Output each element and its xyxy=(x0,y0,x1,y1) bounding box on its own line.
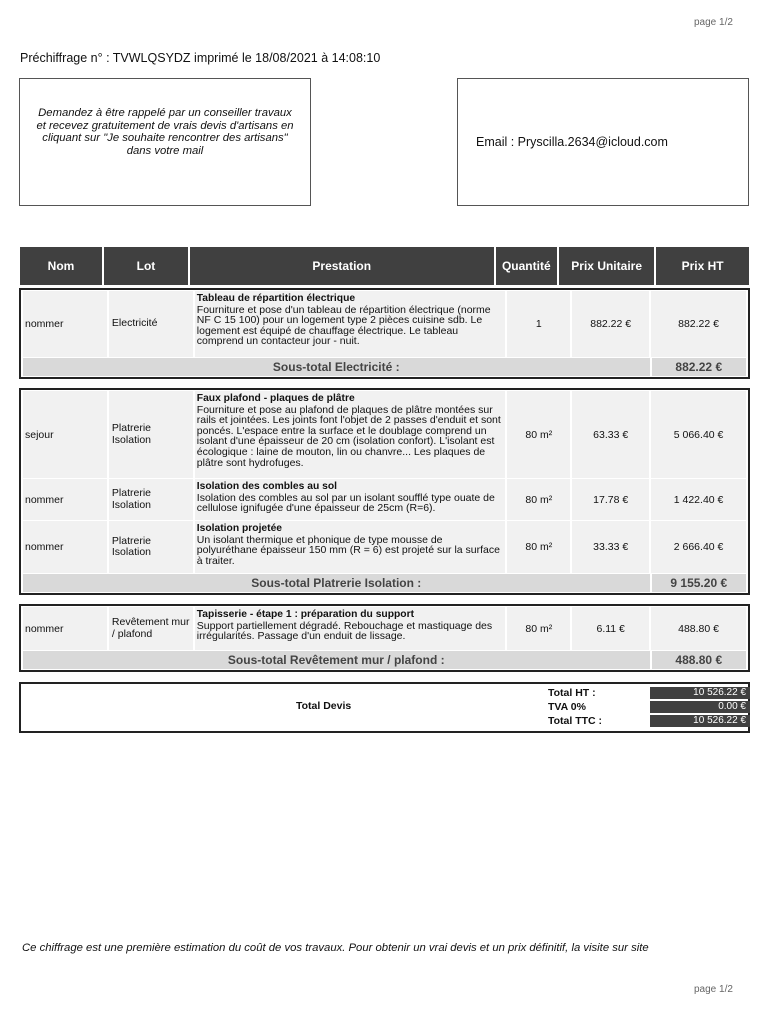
tva-label: TVA 0% xyxy=(548,701,586,713)
page-number-top: page 1/2 xyxy=(694,17,733,28)
subtotal-value: 9 155.20 € xyxy=(652,574,746,592)
cell-prix-unitaire: 63.33 € xyxy=(572,391,649,478)
cell-prix-unitaire: 6.11 € xyxy=(572,607,649,650)
subtotal-row xyxy=(21,650,748,670)
section-electricite xyxy=(19,288,750,379)
total-devis-label: Total Devis xyxy=(296,700,352,712)
cell-nom: nommer xyxy=(23,607,107,650)
cell-prix-ht: 1 422.40 € xyxy=(651,479,746,520)
total-ht-value: 10 526.22 € xyxy=(650,687,750,699)
subtotal-label: Sous-total Revêtement mur / plafond : xyxy=(23,651,650,669)
table-row xyxy=(21,478,748,520)
prestation-desc: Support partiellement dégradé. Rebouchage et mastiquage des irrégularités. Passage d'un enduit de lissage. xyxy=(196,619,493,643)
table-row xyxy=(21,290,748,357)
cell-nom: nommer xyxy=(23,291,107,357)
page-number-bottom: page 1/2 xyxy=(694,984,733,995)
cell-prix-ht: 5 066.40 € xyxy=(651,391,746,478)
cell-nom: sejour xyxy=(23,391,107,478)
subtotal-row xyxy=(21,573,748,593)
tva-value: 0.00 € xyxy=(650,701,750,713)
col-quantite: Quantité xyxy=(496,247,558,285)
email-text: Email : Pryscilla.2634@icloud.com xyxy=(476,135,668,149)
cell-nom: nommer xyxy=(23,521,107,573)
cell-prix-ht: 488.80 € xyxy=(651,607,746,650)
prestation-desc: Fourniture et pose d'un tableau de répartition électrique (norme NF C 15 100) pour un logement type 2 pièces cuisine sdb. Le logement est équipé de chauffage électrique. Le tableau comprend un contacteur jour - nuit. xyxy=(196,303,491,348)
cell-lot: Platrerie Isolation xyxy=(109,521,193,573)
prestation-title: Isolation des combles au sol xyxy=(196,481,337,492)
prestation-title: Isolation projetée xyxy=(196,523,283,534)
callback-callout xyxy=(19,78,311,206)
prestation-title: Tableau de répartition électrique xyxy=(196,293,356,304)
total-ht-label: Total HT : xyxy=(548,687,596,699)
col-prestation: Prestation xyxy=(190,247,494,285)
col-prix-ht: Prix HT xyxy=(656,247,749,285)
cell-prix-ht: 882.22 € xyxy=(651,291,746,357)
cell-nom: nommer xyxy=(23,479,107,520)
subtotal-label: Sous-total Platrerie Isolation : xyxy=(23,574,650,592)
total-ttc-label: Total TTC : xyxy=(548,715,603,727)
prestation-title: Faux plafond - plaques de plâtre xyxy=(196,393,355,404)
cell-lot: Platrerie Isolation xyxy=(109,479,193,520)
total-box xyxy=(19,682,750,733)
col-lot: Lot xyxy=(104,247,188,285)
cell-quantite: 80 m² xyxy=(507,479,570,520)
cell-quantite: 80 m² xyxy=(507,391,570,478)
cell-prix-unitaire: 17.78 € xyxy=(572,479,649,520)
prestation-desc: Isolation des combles au sol par un isolant soufflé type ouate de cellulose ignifugée d'une épaisseur de 25cm (R=6). xyxy=(196,491,495,515)
cell-prix-ht: 2 666.40 € xyxy=(651,521,746,573)
cell-prestation xyxy=(195,479,506,520)
cell-prestation xyxy=(195,607,506,650)
cell-prix-unitaire: 882.22 € xyxy=(572,291,649,357)
subtotal-value: 488.80 € xyxy=(652,651,746,669)
section-platrerie xyxy=(19,388,750,595)
table-row xyxy=(21,390,748,478)
prestation-desc: Fourniture et pose au plafond de plaques de plâtre montées sur rails et jointées. Les joints font l'objet de 2 passes d'enduit et sont poncés. L'espace entre la surface et le doublage comprend un isolant d'une épaisseur de 20 cm (isolation confort). L'isolant est écologique : laine de mouton, lin ou chanvre... Les plaques de plâtre sont hydrofuges. xyxy=(196,403,501,469)
cell-lot: Electricité xyxy=(109,291,193,357)
cell-quantite: 80 m² xyxy=(507,521,570,573)
cell-lot: Revêtement mur / plafond xyxy=(109,607,193,650)
cell-quantite: 1 xyxy=(507,291,570,357)
cell-lot: Platrerie Isolation xyxy=(109,391,193,478)
col-nom: Nom xyxy=(20,247,102,285)
table-row xyxy=(21,606,748,650)
subtotal-value: 882.22 € xyxy=(652,358,746,376)
table-header xyxy=(20,247,749,285)
cell-quantite: 80 m² xyxy=(507,607,570,650)
subtotal-label: Sous-total Electricité : xyxy=(23,358,650,376)
cell-prestation xyxy=(195,391,506,478)
prestation-desc: Un isolant thermique et phonique de type mousse de polyuréthane épaisseur 150 mm (R = 6) est projeté sur la surface à traiter. xyxy=(196,533,500,567)
footer-disclaimer: Ce chiffrage est une première estimation du coût de vos travaux. Pour obtenir un vrai devis et un prix définitif, la visite sur site xyxy=(22,942,649,954)
table-row xyxy=(21,520,748,573)
col-prix-unitaire: Prix Unitaire xyxy=(559,247,654,285)
cell-prix-unitaire: 33.33 € xyxy=(572,521,649,573)
email-box xyxy=(457,78,749,206)
callout-text: Demandez à être rappelé par un conseiller travaux et recevez gratuitement de vrais devis d'artisans en cliquant sur "Je souhaite rencontrer des artisans" dans votre mail xyxy=(36,107,294,157)
cell-prestation xyxy=(195,291,506,357)
cell-prestation xyxy=(195,521,506,573)
quote-header: Préchiffrage n° : TVWLQSYDZ imprimé le 18/08/2021 à 14:08:10 xyxy=(20,51,381,65)
total-ttc-value: 10 526.22 € xyxy=(650,715,750,727)
prestation-title: Tapisserie - étape 1 : préparation du support xyxy=(196,609,415,620)
section-revetement xyxy=(19,604,750,672)
subtotal-row xyxy=(21,357,748,377)
